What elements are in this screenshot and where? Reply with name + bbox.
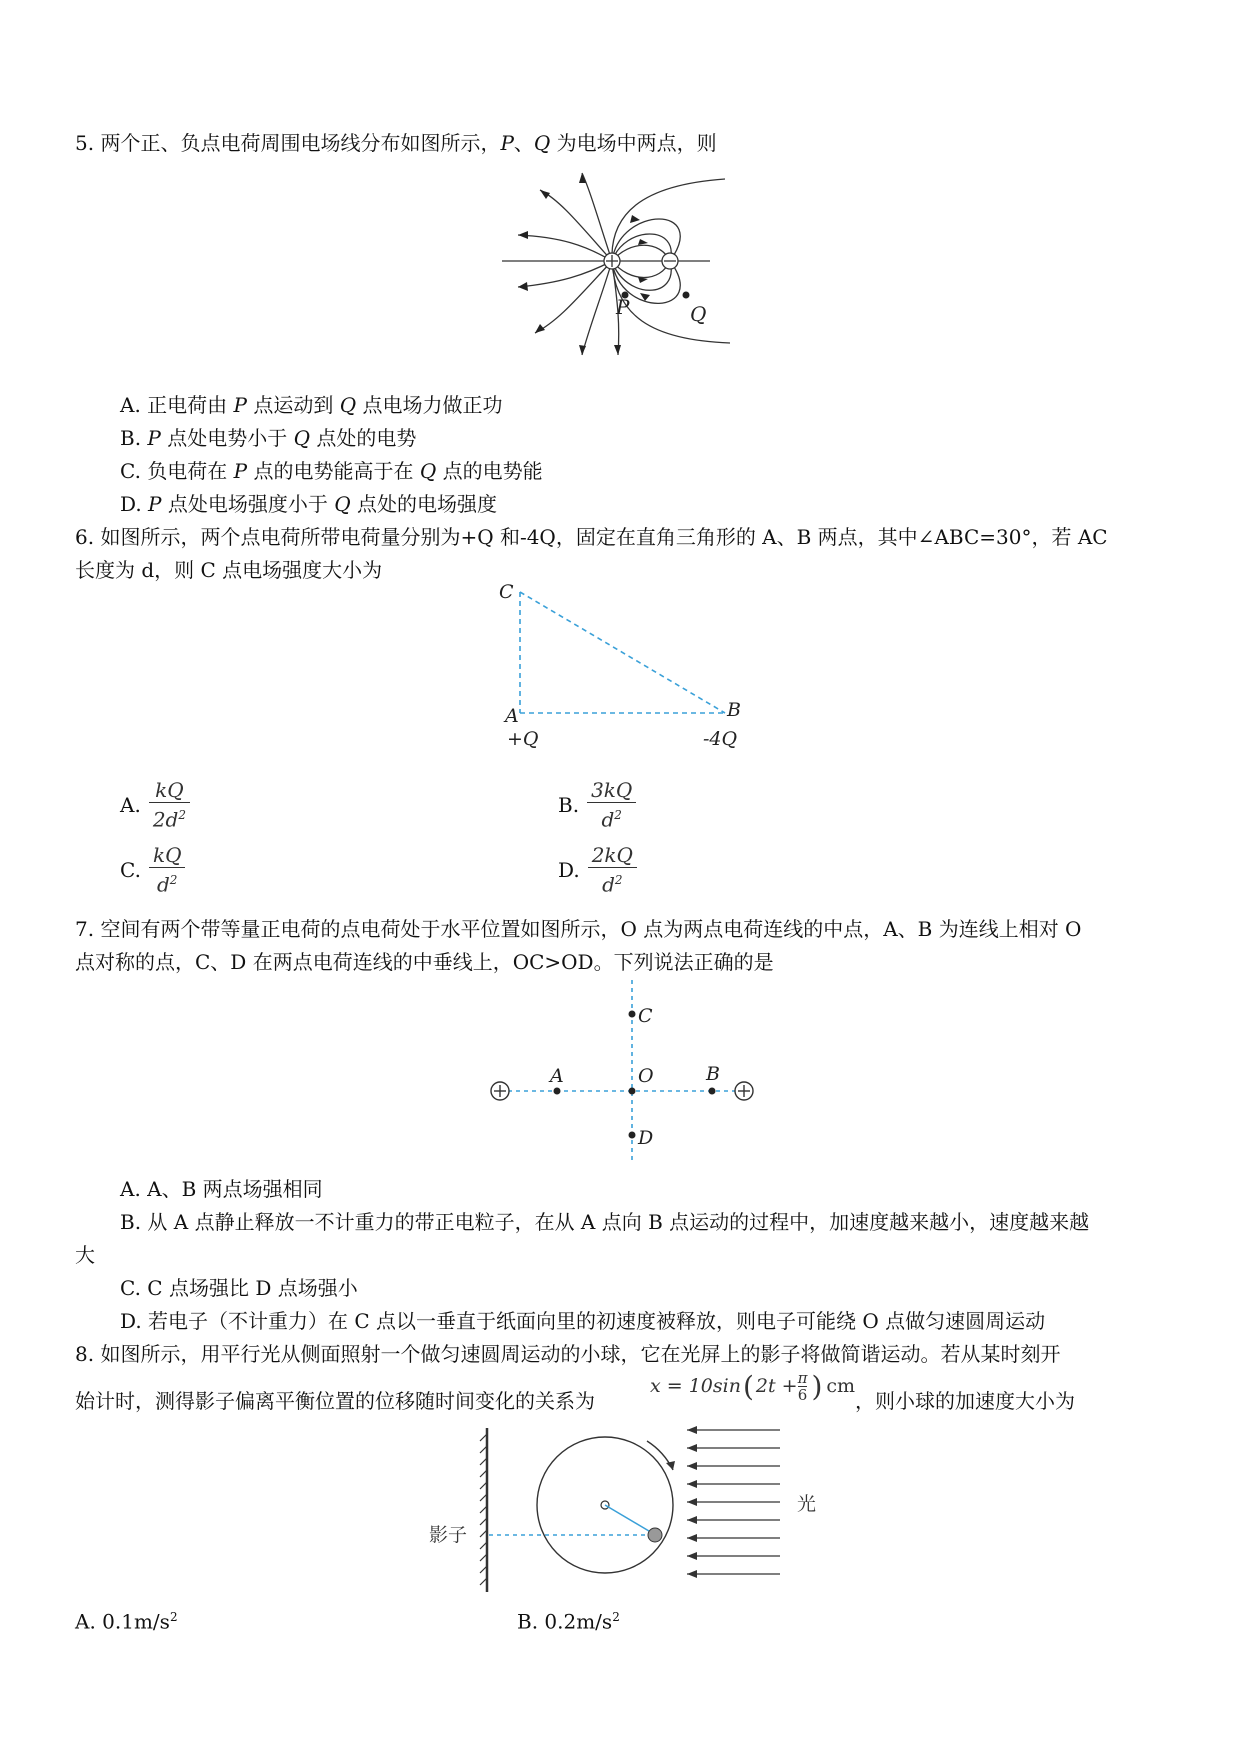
q8-stem-line-2a: 始计时，测得影子偏离平衡位置的位移随时间变化的关系为 (75, 1389, 595, 1413)
q6-option-a[interactable] (120, 778, 190, 832)
q5-option-a-text-3: 点电场力做正功 (356, 393, 503, 417)
q5-fig-label-q: Q (690, 302, 707, 326)
q6-option-b-den-exp: 2 (614, 808, 622, 822)
q8-formula-inner: 2t + (755, 1375, 798, 1397)
q5-stem-tail: 为电场中两点，则 (550, 131, 717, 155)
q8-formula-open-paren: ( (742, 1369, 754, 1403)
q8-circular-motion-figure (425, 1420, 825, 1600)
q5-option-d-var-1: P (148, 492, 162, 516)
q8-option-a-text: A. 0.1m/s (75, 1609, 170, 1634)
q5-var-q: Q (533, 131, 551, 155)
q5-option-d-text-2: 点处电场强度小于 (161, 492, 335, 516)
q6-option-a-den-base: 2d (152, 807, 179, 832)
q8-option-b-exp: 2 (612, 1610, 620, 1624)
q6-option-a-fraction (149, 778, 190, 832)
q6-stem-line-2: 长度为 d，则 C 点电场强度大小为 (75, 558, 383, 582)
q7-stem-line-2: 点对称的点，C、D 在两点电荷连线的中垂线上，OC>OD。下列说法正确的是 (75, 950, 774, 974)
q6-stem-line-1: 6. 如图所示，两个点电荷所带电荷量分别为+Q 和-4Q，固定在直角三角形的 A、B 两点，其中∠ABC=30°，若 AC (75, 525, 1108, 549)
q5-option-a-text-1: 正电荷由 (147, 393, 234, 417)
q5-option-d[interactable] (120, 491, 497, 517)
q6-option-b[interactable] (558, 778, 636, 832)
q7-stem-line-1: 7. 空间有两个带等量正电荷的点电荷处于水平位置如图所示，O 点为两点电荷连线的中点，A、B 为连线上相对 O (75, 917, 1082, 941)
q6-option-d-den-exp: 2 (614, 873, 623, 887)
q8-option-b[interactable] (517, 1604, 620, 1635)
q7-option-a[interactable]: A. A、B 两点场强相同 (120, 1177, 323, 1201)
q5-option-b-label: B. (120, 426, 148, 450)
q6-option-d-fraction (588, 843, 637, 897)
q6-option-b-label: B. (558, 792, 580, 817)
q5-fig-label-p: P (616, 295, 630, 319)
q8-formula-pi-fraction (798, 1370, 808, 1403)
q5-option-c-var-2: Q (419, 459, 437, 483)
q6-option-c[interactable] (120, 843, 185, 897)
q5-option-b-text-3: 点处的电势 (310, 426, 417, 450)
q5-stem (75, 130, 717, 156)
q5-option-b-var-1: P (147, 426, 161, 450)
q5-option-c-var-1: P (233, 459, 248, 483)
q5-option-d-var-2: Q (334, 492, 351, 516)
q7-fig-label-d: D (638, 1127, 654, 1149)
q8-formula-unit: cm (826, 1375, 856, 1397)
q5-option-b-var-2: Q (293, 426, 311, 450)
q6-option-c-fraction (149, 843, 186, 897)
q5-option-a-var-2: Q (339, 393, 357, 417)
q6-fig-charge-a: +Q (507, 728, 539, 750)
q5-option-d-text-3: 点处的电场强度 (350, 492, 497, 516)
q5-sep: 、 (513, 131, 534, 155)
q8-stem-line-2b: ，则小球的加速度大小为 (855, 1389, 1075, 1413)
q6-option-a-denominator (149, 803, 190, 832)
q6-option-d-label: D. (558, 857, 580, 882)
q6-fig-charge-b: -4Q (703, 728, 738, 750)
q6-option-b-numerator: 3kQ (591, 778, 633, 802)
q6-option-b-denominator (597, 803, 625, 832)
q6-fig-label-b: B (727, 699, 741, 721)
q6-option-d[interactable] (558, 843, 637, 897)
q8-formula-close-paren: ) (811, 1369, 823, 1403)
q5-option-d-label: D. (120, 492, 149, 516)
q8-stem-line-1: 8. 如图所示，用平行光从侧面照射一个做匀速圆周运动的小球，它在光屏上的影子将做简谐运动。若从某时刻开 (75, 1342, 1061, 1366)
q8-option-a[interactable] (75, 1604, 178, 1635)
q5-option-a-text-2: 点运动到 (247, 393, 340, 417)
q7-fig-label-o: O (638, 1065, 654, 1087)
q6-option-b-fraction (587, 778, 636, 832)
q8-fig-shadow-label: 影子 (429, 1524, 468, 1546)
q7-option-d[interactable]: D. 若电子（不计重力）在 C 点以一垂直于纸面向里的初速度被释放，则电子可能绕 O 点做匀速圆周运动 (120, 1309, 1046, 1333)
q6-option-c-numerator: kQ (152, 843, 182, 867)
q8-option-b-text: B. 0.2m/s (517, 1609, 613, 1634)
q6-fig-label-a: A (505, 705, 519, 727)
q5-option-b-text-2: 点处电势小于 (160, 426, 294, 450)
q5-stem-text: 5. 两个正、负点电荷周围电场线分布如图所示， (75, 131, 501, 155)
q7-charges-figure (480, 978, 770, 1163)
q5-field-line-figure (500, 165, 740, 360)
q5-option-a-label: A. (120, 393, 148, 417)
q8-formula (650, 1362, 855, 1410)
q7-option-c[interactable]: C. C 点场强比 D 点场强小 (120, 1276, 358, 1300)
q6-option-d-denominator (598, 868, 626, 897)
q7-fig-label-c: C (638, 1005, 653, 1027)
q5-option-c-text-3: 点的电势能 (436, 459, 543, 483)
q6-option-d-numerator: 2kQ (591, 843, 633, 867)
q5-var-p: P (500, 131, 514, 155)
q6-option-a-numerator: kQ (155, 778, 184, 802)
q6-option-a-den-exp: 2 (178, 808, 186, 822)
q6-triangle-figure (495, 580, 765, 755)
q5-option-a-var-1: P (233, 393, 247, 417)
q5-option-c-text-1: 负电荷在 (147, 459, 234, 483)
q5-option-c[interactable] (120, 458, 543, 484)
q6-option-b-den-base: d (601, 807, 615, 832)
q6-option-c-label: C. (120, 857, 141, 882)
q8-fig-light-label: 光 (797, 1493, 817, 1515)
q6-option-c-den-exp: 2 (169, 873, 178, 887)
q6-option-a-label: A. (120, 792, 141, 817)
q7-option-b[interactable]: B. 从 A 点静止释放一不计重力的带正电粒子，在从 A 点向 B 点运动的过程中，加速度越来越小，速度越来越 (120, 1210, 1090, 1234)
q6-fig-label-c: C (499, 581, 514, 603)
q5-option-b[interactable] (120, 425, 416, 451)
q8-formula-prefix: x = 10sin (650, 1375, 741, 1397)
q6-option-c-denominator (153, 868, 181, 897)
q8-formula-six: 6 (797, 1385, 808, 1404)
q8-option-a-exp: 2 (169, 1610, 178, 1624)
q5-option-a[interactable] (120, 392, 502, 418)
q5-option-c-label: C. (120, 459, 148, 483)
q7-option-b-continued: 大 (75, 1243, 95, 1267)
q8-formula-pi: π (797, 1368, 808, 1387)
q7-fig-label-a: A (550, 1065, 564, 1087)
q5-option-c-text-2: 点的电势能高于在 (247, 459, 420, 483)
q6-option-c-den-base: d (156, 872, 170, 897)
q6-option-d-den-base: d (602, 872, 615, 897)
q7-fig-label-b: B (706, 1063, 720, 1085)
